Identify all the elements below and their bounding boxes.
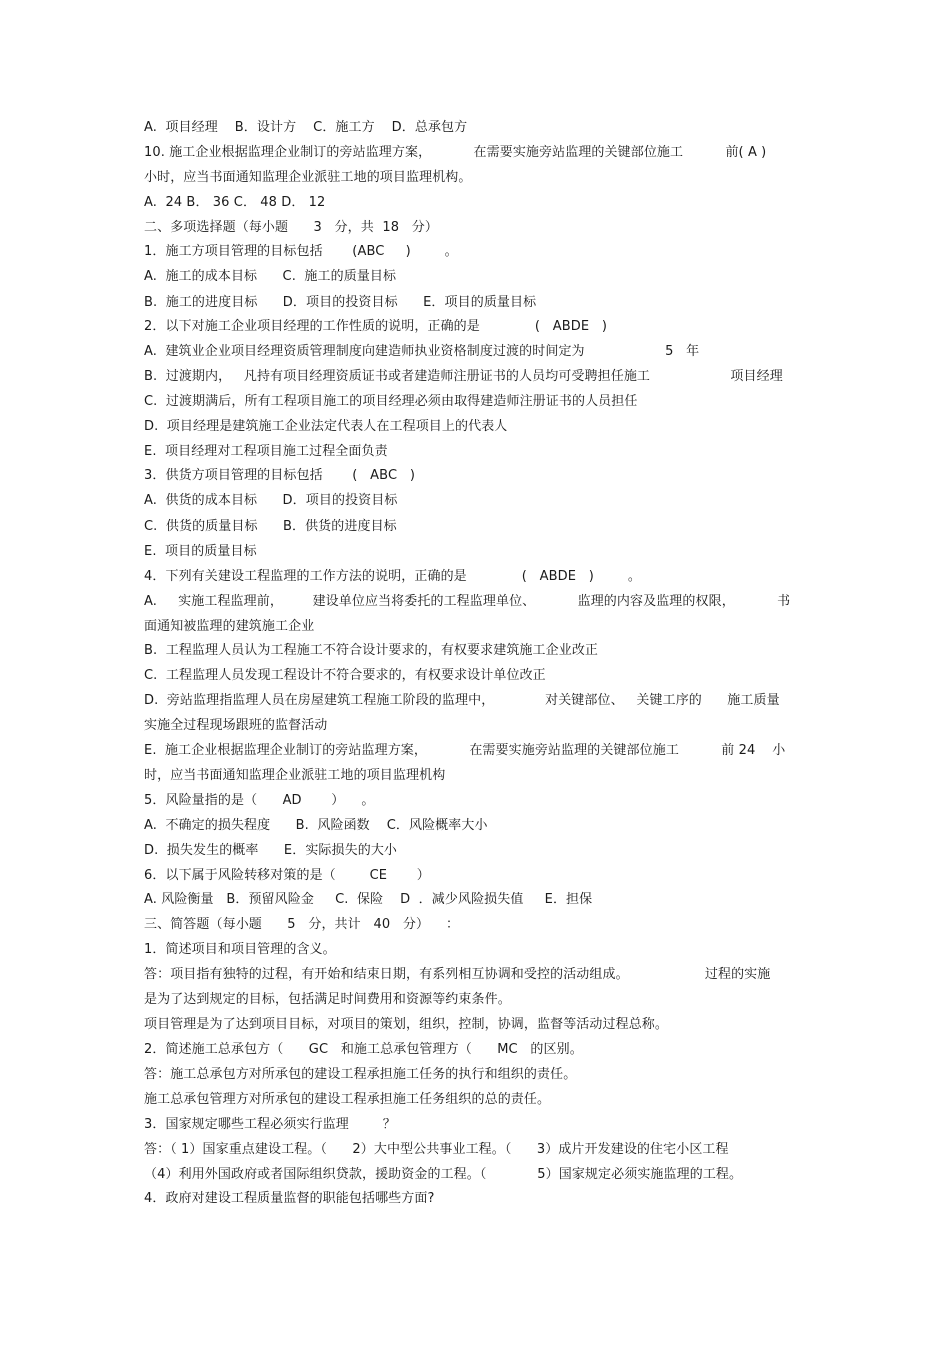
answer-line: 答：项目指有独特的过程，有开始和结束日期，有系列相互协调和受控的活动组成。 过程的实施 — [144, 967, 771, 982]
option-line: A. 实施工程监理前， 建设单位应当将委托的工程监理单位、 监理的内容及监理的权限， 书 — [144, 594, 791, 609]
text-line: 时，应当书面通知监理企业派驻工地的项目监理机构 — [144, 768, 446, 783]
question-line: 1．施工方项目管理的目标包括 (ABC ) 。 — [144, 244, 458, 259]
answer-line: 是为了达到规定的目标，包括满足时间费用和资源等约束条件。 — [144, 992, 511, 1007]
question-line: 3．国家规定哪些工程必须实行监理 ？ — [144, 1117, 396, 1132]
question-line: 2．简述施工总承包方（ GC 和施工总承包管理方（ MC 的区别。 — [144, 1042, 583, 1057]
option-line: B. 工程监理人员认为工程施工不符合设计要求的，有权要求建筑施工企业改正 — [144, 643, 599, 658]
question-line: 2．以下对施工企业项目经理的工作性质的说明，正确的是 ( ABDE ) — [144, 319, 608, 334]
question-line: 1．简述项目和项目管理的含义。 — [144, 942, 336, 957]
option-line: B. 施工的进度目标 D．项目的投资目标 E．项目的质量目标 — [144, 295, 537, 310]
option-line: A. 风险衡量 B．预留风险金 C. 保险 D ．减少风险损失值 E．担保 — [144, 892, 593, 907]
text-line: A. 项目经理 B．设计方 C．施工方 D．总承包方 — [144, 120, 468, 135]
option-line: D. 损失发生的概率 E．实际损失的大小 — [144, 843, 398, 858]
question-line: 4．下列有关建设工程监理的工作方法的说明，正确的是 ( ABDE ) 。 — [144, 569, 641, 584]
option-line: C. 工程监理人员发现工程设计不符合要求的，有权要求设计单位改正 — [144, 668, 546, 683]
option-line: A. 不确定的损失程度 B. 风险函数 C．风险概率大小 — [144, 818, 488, 833]
text-line: 10. 施工企业根据监理企业制订的旁站监理方案， 在需要实施旁站监理的关键部位施工 前( A ) — [144, 145, 767, 160]
option-line: E. 施工企业根据监理企业制订的旁站监理方案， 在需要实施旁站监理的关键部位施工 前 24 小 — [144, 743, 786, 758]
option-line: D. 项目经理是建筑施工企业法定代表人在工程项目上的代表人 — [144, 419, 508, 434]
text-line: A. 24 B． 36 C． 48 D． 12 — [144, 195, 326, 210]
option-line: E. 项目经理对工程项目施工过程全面负责 — [144, 444, 388, 459]
question-line: 5．风险量指的是（ AD ） 。 — [144, 793, 375, 808]
answer-line: 答：施工总承包方对所承包的建设工程承担施工任务的执行和组织的责任。 — [144, 1067, 577, 1082]
answer-line: 答：（ 1）国家重点建设工程。（ 2）大中型公共事业工程。（ 3）成片开发建设的住宅小区工程 — [144, 1142, 729, 1157]
section-heading: 三、简答题（每小题 5 分，共计 40 分） ： — [144, 917, 460, 932]
question-line: 3．供货方项目管理的目标包括 ( ABC ) — [144, 468, 415, 483]
answer-line: 项目管理是为了达到项目目标，对项目的策划，组织，控制，协调，监督等活动过程总称。 — [144, 1017, 669, 1032]
answer-line: （4）利用外国政府或者国际组织贷款，援助资金的工程。（ 5）国家规定必须实施监理的工程。 — [144, 1167, 743, 1182]
option-line: B. 过渡期内， 凡持有项目经理资质证书或者建造师注册证书的人员均可受聘担任施工 项目经理 — [144, 369, 783, 384]
option-line: A. 供货的成本目标 D．项目的投资目标 — [144, 493, 398, 508]
answer-line: 施工总承包管理方对所承包的建设工程承担施工任务组织的总的责任。 — [144, 1092, 551, 1107]
text-line: 实施全过程现场跟班的监督活动 — [144, 718, 328, 733]
question-line: 4．政府对建设工程质量监督的职能包括哪些方面? — [144, 1191, 435, 1206]
text-line: 小时，应当书面通知监理企业派驻工地的项目监理机构。 — [144, 170, 472, 185]
question-line: 6．以下属于风险转移对策的是（ CE ） — [144, 868, 430, 883]
option-line: D. 旁站监理指监理人员在房屋建筑工程施工阶段的监理中， 对关键部位、 关键工序的 施工质量 — [144, 693, 780, 708]
option-line: C. 供货的质量目标 B．供货的进度目标 — [144, 519, 397, 534]
text-line: 面通知被监理的建筑施工企业 — [144, 619, 315, 634]
section-heading: 二、多项选择题（每小题 3 分，共 18 分） — [144, 220, 438, 235]
option-line: A. 建筑业企业项目经理资质管理制度向建造师执业资格制度过渡的时间定为 5 年 — [144, 344, 700, 359]
option-line: C. 过渡期满后，所有工程项目施工的项目经理必须由取得建造师注册证书的人员担任 — [144, 394, 638, 409]
option-line: A. 施工的成本目标 C. 施工的质量目标 — [144, 269, 397, 284]
option-line: E. 项目的质量目标 — [144, 544, 257, 559]
